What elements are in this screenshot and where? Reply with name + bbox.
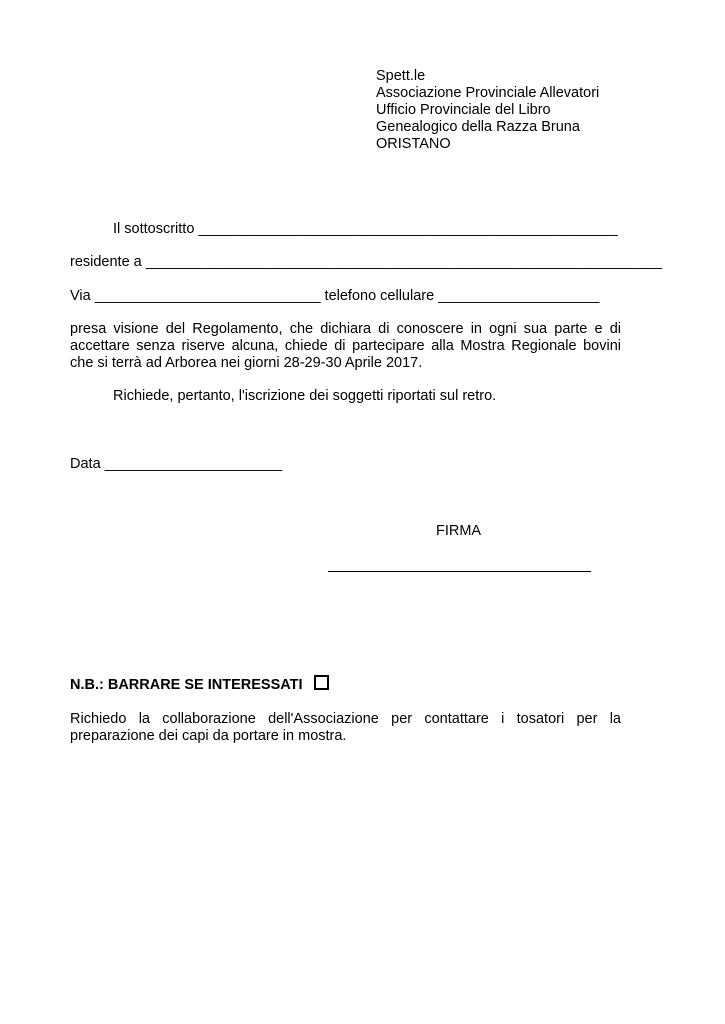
recipient-line-3: Ufficio Provinciale del Libro: [376, 102, 551, 118]
sottoscritto-field: Il sottoscritto ____________________________________________________: [113, 221, 618, 237]
interest-checkbox[interactable]: [314, 675, 329, 690]
note-label: N.B.: BARRARE SE INTERESSATI: [70, 677, 303, 693]
signature-label: FIRMA: [436, 523, 482, 539]
signature-line: [328, 571, 591, 572]
via-telefono-field: Via ____________________________ telefono cellulare ____________________: [70, 288, 600, 304]
recipient-address: [376, 68, 599, 153]
recipient-line-2: Associazione Provinciale Allevatori: [376, 85, 600, 101]
recipient-line-5: ORISTANO: [376, 136, 451, 152]
note-paragraph: Richiedo la collaborazione dell'Associazione per contattare i tosatori per la preparazione dei capi da portare in mostra.: [70, 711, 621, 744]
recipient-line-4: Genealogico della Razza Bruna: [376, 119, 580, 135]
declaration-paragraph: presa visione del Regolamento, che dichiara di conoscere in ogni sua parte e di accettare senza riserve alcuna, chiede di partecipare alla Mostra Regionale bovini che si terrà ad Arborea nei giorni 28-29-30 Aprile 2017.: [70, 321, 621, 371]
date-field: Data ______________________: [70, 456, 283, 472]
residente-field: residente a ________________________________________________________________: [70, 254, 662, 270]
recipient-line-1: Spett.le: [376, 68, 426, 84]
request-paragraph: Richiede, pertanto, l'iscrizione dei soggetti riportati sul retro.: [113, 388, 497, 404]
